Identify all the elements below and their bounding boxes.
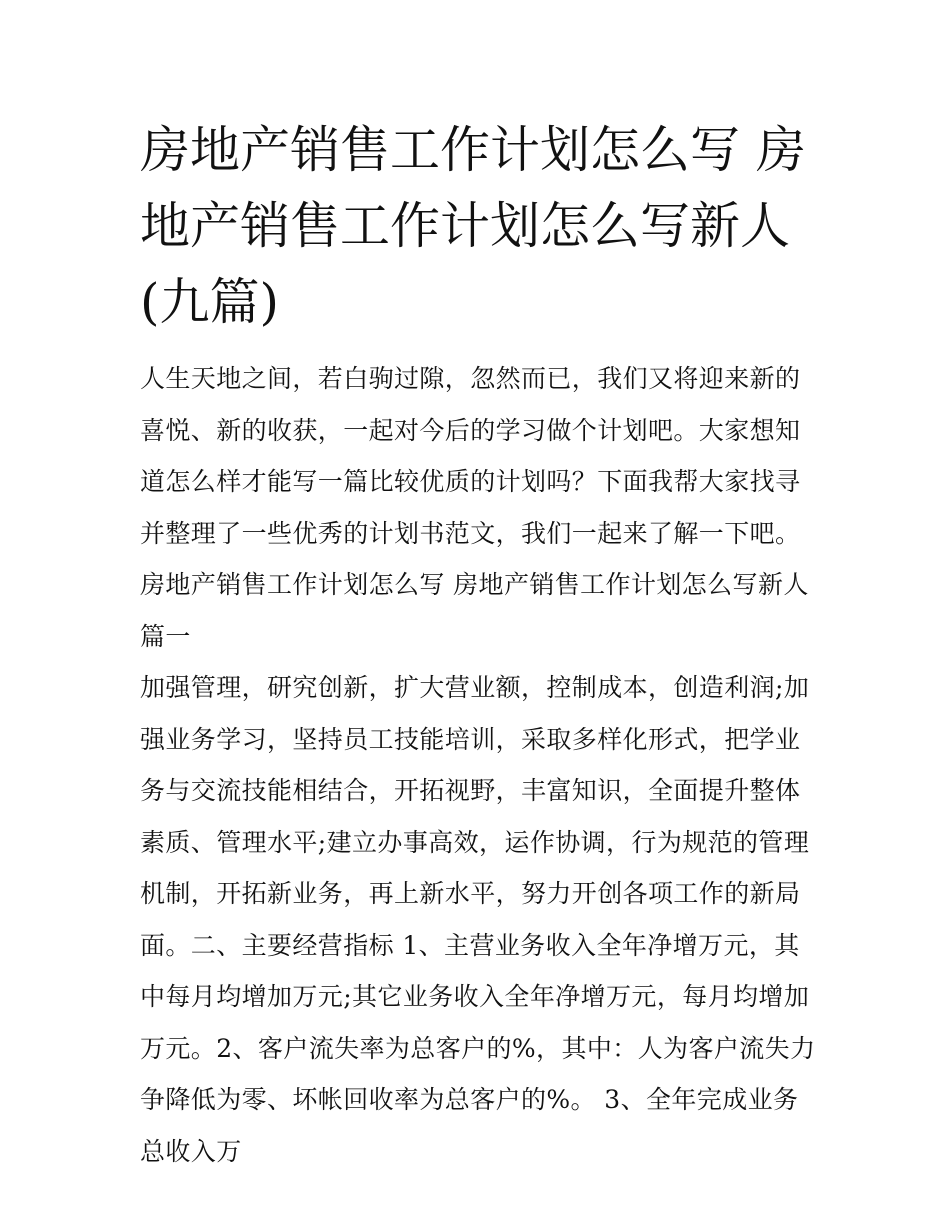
section-heading: 房地产销售工作计划怎么写 房地产销售工作计划怎么写新人篇一 bbox=[140, 570, 809, 651]
intro-paragraph: 人生天地之间，若白驹过隙，忽然而已，我们又将迎来新的喜悦、新的收获，一起对今后的学习做个计划吧。大家想知道怎么样才能写一篇比较优质的计划吗？下面我帮大家找寻并整理了一些优秀的计划书范文，我们一起来了解一下吧。 bbox=[140, 364, 801, 548]
document-title: 房地产销售工作计划怎么写 房地产销售工作计划怎么写新人(九篇) bbox=[140, 121, 806, 331]
body-paragraph: 加强管理，研究创新，扩大营业额，控制成本，创造利润;加强业务学习，坚持员工技能培训，采取多样化形式，把学业务与交流技能相结合，开拓视野，丰富知识，全面提升整体素质、管理水平;建立办事高效，运作协调，行为规范的管理机制，开拓新业务，再上新水平，努力开创各项工作的新局面。二、主要经营指标 1、主营业务收入全年净增万元，其中每月均增加万元;其它业务收入全年净增万元，每月均增加万元。2、客户流失率为总客户的%，其中：人为客户流失力争降低为零、坏帐回收率为总客户的%。 3、全年完成业务总收入万 bbox=[140, 673, 816, 1166]
